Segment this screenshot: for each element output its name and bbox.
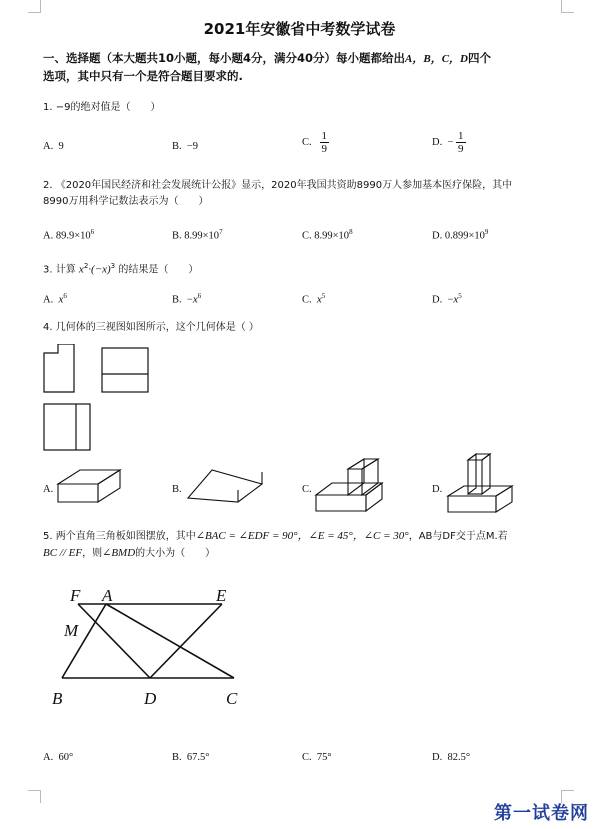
q3-option-c: C. $x^5$ — [302, 292, 326, 306]
q3-option-b: B. $-x^6$ — [172, 292, 202, 306]
fraction: $\frac{1}{9}$ — [458, 130, 464, 155]
crop-mark-bottom-left — [28, 790, 41, 803]
q1-option-a: A. 9 — [43, 141, 64, 152]
option-b-wedge-figure — [180, 462, 270, 510]
section-line1: 一、选择题（本大题共10小题，每小题4分，满分40分）每小题都给出 — [43, 51, 406, 65]
crop-mark-top-right — [561, 0, 574, 13]
q2-stem: 2. 《2020年国民经济和社会发展统计公报》显示，2020年我国共资助8990万人参加基本医疗保险，其中 8990万用科学记数法表示为（ ） — [43, 180, 513, 207]
triangles-figure — [42, 580, 262, 710]
q4-option-a-label: A. — [43, 484, 54, 495]
q4-option-b-label: B. — [172, 484, 182, 495]
q2-option-d: D. $0.899\times 10^9$ — [432, 228, 489, 242]
top-view — [44, 404, 90, 450]
three-view-diagram — [38, 344, 158, 456]
watermark-logo: 第一试卷网 — [494, 803, 589, 824]
side-view — [102, 348, 148, 392]
q1-option-b: B. −9 — [172, 141, 199, 152]
q5-option-a: A. 60° — [43, 752, 74, 763]
label-e: E — [216, 586, 227, 605]
q1-stem: 1. −9的绝对值是（ ） — [43, 102, 161, 113]
q2-option-c: C. $8.99\times 10^8$ — [302, 228, 353, 242]
option-c-step-figure — [312, 455, 392, 517]
q5-stem: 5. 两个直角三角板如图摆放，其中∠BAC = ∠EDF = 90°，∠E = 45°，∠C = 30°，AB与DF交于点M.若 BC // EF，则∠BMD的大小为（ ） — [43, 530, 508, 559]
q3-stem: 3. 计算 $x^2\cdot(-x)^3$ 的结果是（ ） — [43, 262, 199, 276]
option-a-solid-figure — [54, 462, 126, 510]
q2-option-a: A. $89.9\times 10^6$ — [43, 228, 95, 242]
option-d-pillar-figure — [442, 452, 522, 518]
section-line1-tail: 四个 — [467, 51, 491, 65]
page-title: 2021年安徽省中考数学试卷 — [203, 20, 396, 38]
front-view — [44, 344, 74, 392]
q4-stem: 4. 几何体的三视图如图所示，这个几何体是（ ） — [43, 322, 259, 333]
label-b: B — [52, 689, 63, 708]
fraction: $\frac{1}{9}$ — [321, 130, 328, 155]
crop-mark-top-left — [28, 0, 41, 13]
q2-option-b: B. $8.99\times 10^7$ — [172, 228, 223, 242]
label-d: D — [144, 689, 157, 708]
q5-option-b: B. 67.5° — [172, 752, 210, 763]
label-c: C — [226, 689, 238, 708]
section-header — [43, 50, 563, 85]
q3-option-a: A. $x^6$ — [43, 292, 67, 306]
label-a: A — [102, 586, 113, 605]
q3-option-d: D. $-x^5$ — [432, 292, 462, 306]
section-line2: 选项，其中只有一个是符合题目要求的. — [43, 69, 243, 83]
q1-option-c: C. $\frac{1}{9}$ — [302, 130, 328, 155]
q4-option-d-label: D. — [432, 484, 443, 495]
q1-option-d: D. − $\frac{1}{9}$ — [432, 130, 464, 155]
label-f: F — [70, 586, 81, 605]
q4-option-c-label: C. — [302, 484, 312, 495]
section-letters: A，B，C，D — [405, 53, 468, 65]
q5-option-c: C. 75° — [302, 752, 332, 763]
label-m: M — [64, 621, 79, 640]
q5-option-d: D. 82.5° — [432, 752, 471, 763]
